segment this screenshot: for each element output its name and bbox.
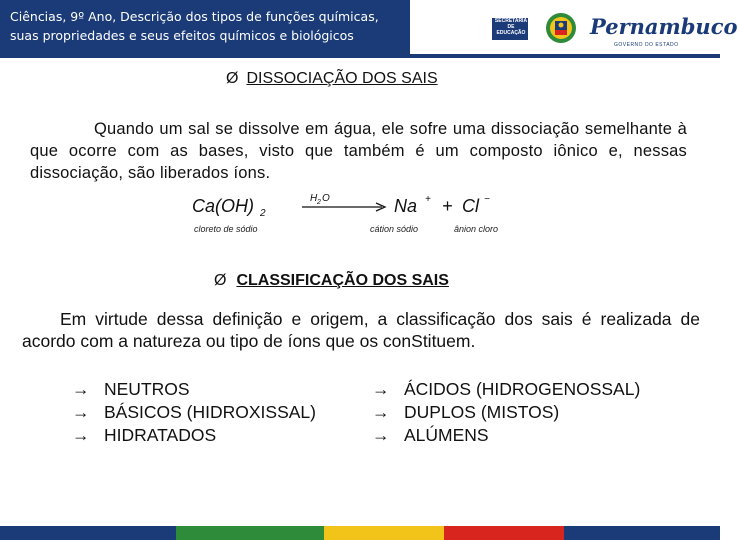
equation-reactant-subscript: 2 bbox=[260, 208, 266, 219]
state-name: Pernambuco bbox=[590, 14, 738, 39]
section-heading-text: CLASSIFICAÇÃO DOS SAIS bbox=[236, 272, 449, 289]
arrow-right-icon: → bbox=[372, 402, 390, 422]
bullet-arrow-icon: Ø bbox=[214, 272, 227, 289]
classificacao-paragraph-text: Em virtude dessa definição e origem, a classificação dos sais é realizada de acordo com a natureza ou tipo de íons que os conStituem. bbox=[22, 309, 700, 351]
list-item: → ÁCIDOS (HIDROGENOSSAL) bbox=[372, 379, 641, 399]
section-classificacao-heading bbox=[214, 272, 449, 290]
state-motto: GOVERNO DO ESTADO bbox=[614, 42, 679, 48]
footer-stripe-red bbox=[444, 526, 564, 540]
list-item: → ALÚMENS bbox=[372, 425, 489, 445]
equation-product-chloride-charge: − bbox=[484, 194, 490, 205]
footer-stripe-green bbox=[176, 526, 324, 540]
list-item: → NEUTROS bbox=[72, 379, 190, 399]
section-dissociacao-heading bbox=[226, 70, 438, 88]
dissociacao-paragraph-text: Quando um sal se dissolve em água, ele sofre uma dissociação semelhante à que ocorre com as bases, visto que também é um composto iônico e, nessas dissociação, são liberados íons. bbox=[30, 120, 687, 182]
secretaria-text: SECRETARIA DE EDUCAÇÃO bbox=[494, 18, 528, 36]
equation-product-sodium: Na bbox=[394, 196, 418, 216]
arrow-right-icon: → bbox=[372, 379, 390, 399]
logo-area bbox=[480, 4, 738, 50]
equation-catalyst-h: H bbox=[310, 193, 318, 204]
equation-product-chloride: Cl bbox=[462, 196, 479, 216]
bullet-arrow-icon: Ø bbox=[226, 70, 239, 87]
arrow-right-icon: → bbox=[72, 425, 90, 445]
section-heading-text: DISSOCIAÇÃO DOS SAIS bbox=[246, 70, 438, 87]
arrow-right-icon: → bbox=[72, 402, 90, 422]
header-title-line1: Ciências, 9º Ano, Descrição dos tipos de funções químicas, bbox=[10, 9, 379, 24]
coat-of-arms-icon bbox=[544, 10, 578, 46]
equation-catalyst-o: O bbox=[322, 193, 330, 204]
header-title-line2: suas propriedades e seus efeitos químicos e biológicos bbox=[10, 28, 354, 43]
equation-catalyst-subscript: 2 bbox=[317, 199, 321, 206]
equation-plus: + bbox=[442, 196, 453, 216]
arrow-right-icon: → bbox=[372, 425, 390, 445]
equation-reactant: Ca(OH) bbox=[192, 196, 254, 216]
arrow-right-icon: → bbox=[72, 379, 90, 399]
classification-list-left bbox=[72, 378, 316, 447]
footer-stripe-yellow bbox=[324, 526, 444, 540]
list-item: → HIDRATADOS bbox=[72, 425, 217, 445]
header-divider bbox=[0, 54, 720, 58]
equation-label-reactant: cloreto de sódio bbox=[194, 224, 258, 234]
equation-label-cation: cátion sódio bbox=[370, 224, 419, 234]
header bbox=[0, 0, 738, 58]
equation-product-sodium-charge: + bbox=[425, 194, 431, 205]
equation-label-anion: ânion cloro bbox=[454, 224, 499, 234]
footer-color-stripes bbox=[0, 526, 720, 540]
list-item: → BÁSICOS (HIDROXISSAL) bbox=[72, 402, 316, 422]
list-item: → DUPLOS (MISTOS) bbox=[372, 402, 560, 422]
header-title bbox=[0, 0, 410, 54]
dissociacao-paragraph bbox=[30, 118, 687, 184]
classificacao-paragraph bbox=[22, 308, 700, 352]
classification-list-right bbox=[372, 378, 640, 447]
dissociation-equation bbox=[192, 190, 512, 236]
